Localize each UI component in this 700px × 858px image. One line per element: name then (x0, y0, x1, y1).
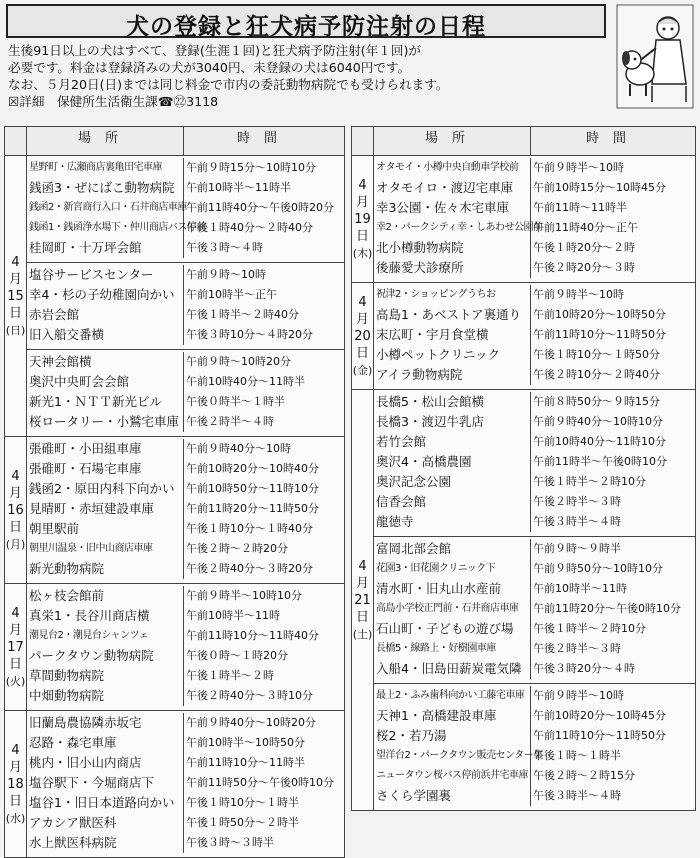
time-range: 午前９時40分～10時10分 (533, 415, 663, 428)
time-range: 午後２時半～３時 (533, 642, 621, 655)
place-name: 銭函2・原田内科下向かい (27, 479, 184, 499)
date-unit: 月 (355, 311, 369, 327)
date-dow: (日) (5, 323, 26, 337)
header-place: 場所 (27, 127, 184, 156)
schedule-row (374, 392, 695, 412)
place-name: 張碓町・石場宅車庫 (27, 459, 184, 479)
time-range: 午後１時半～２時 (186, 669, 274, 682)
time-range: 午後３時半～４時 (533, 515, 621, 528)
date-unit: 月 (8, 271, 22, 287)
schedule-row (374, 365, 695, 385)
schedule-row (27, 833, 344, 853)
place-name: 塩谷駅下・今堀商店下 (27, 773, 184, 793)
time-range: 午前10時40分～11時10分 (533, 435, 666, 448)
location-block (374, 283, 696, 390)
location-block (27, 156, 345, 263)
schedule-row (374, 746, 695, 766)
schedule-row (27, 352, 344, 372)
schedule-row (374, 412, 695, 432)
time-range: 午前９時40分～10時20分 (186, 716, 316, 729)
schedule-row (374, 198, 695, 218)
schedule-row (374, 726, 695, 746)
place-name: 水上獣医科病院 (27, 833, 184, 853)
time-range: 午後２時10分～２時40分 (533, 368, 660, 381)
time-range: 午前10時半～正午 (186, 288, 277, 301)
location-list (374, 156, 695, 282)
place-name: 桂岡町・十万坪会館 (27, 238, 184, 258)
time-range: 午前11時半～午後0時10分 (533, 455, 667, 468)
time-range: 午後１時40分～２時40分 (186, 221, 313, 234)
place-name: 石山町・子どもの遊び場 (374, 619, 531, 639)
place-name: 銭函1・銭函浄水場下・仲川商店バス停前 (27, 218, 184, 238)
place-name: 桜2・若乃湯 (374, 726, 531, 746)
time-range: 午後３時～３時半 (186, 836, 274, 849)
time-range: 午後２時40分～３時20分 (186, 562, 313, 575)
time-range: 午後１時10分～１時50分 (533, 348, 660, 361)
header-time: 時間 (184, 127, 345, 156)
schedule-row (27, 285, 344, 305)
place-name: 旧蘭島農協隣赤坂宅 (27, 713, 184, 733)
schedule-body-left (5, 156, 345, 858)
time-range: 午前11時10分～11時半 (186, 756, 305, 769)
place-name: 松ヶ枝会館前 (27, 586, 184, 606)
schedule-row (27, 325, 344, 345)
date-dow: (金) (352, 363, 373, 377)
date-unit: 月 (355, 575, 369, 591)
date-dow: (木) (352, 246, 373, 260)
schedule-row (374, 305, 695, 325)
time-range: 午後２時半～４時 (186, 415, 274, 428)
place-name: 長橋5・松山会館横 (374, 392, 531, 412)
place-name: 真栄1・長谷川商店横 (27, 606, 184, 626)
schedule-row (27, 178, 344, 198)
schedule-table-right (351, 126, 696, 811)
schedule-row (374, 619, 695, 639)
schedule-row (27, 646, 344, 666)
location-list (27, 584, 344, 710)
location-list (374, 684, 695, 810)
time-range: 午後２時～２時20分 (186, 542, 288, 555)
date-month: 4 (11, 254, 20, 270)
schedule-row (27, 686, 344, 706)
header-time: 時間 (531, 127, 696, 156)
time-range: 午後２時～２時15分 (533, 769, 635, 782)
header-blank (5, 127, 27, 156)
time-range: 午前９時15分～10時10分 (186, 161, 316, 174)
time-range: 午前11時～11時半 (533, 201, 627, 214)
date-unit: 日 (8, 305, 22, 321)
place-name: 後藤愛犬診療所 (374, 258, 531, 278)
time-range: 午前９時半～10時 (533, 161, 624, 174)
location-block (27, 584, 345, 711)
schedule-row (27, 773, 344, 793)
location-block (374, 390, 696, 537)
schedule-row (374, 218, 695, 238)
place-name: 清水町・旧丸山水産前 (374, 579, 531, 599)
time-range: 午前10時半～11時 (533, 582, 627, 595)
date-day: 20 (354, 328, 371, 344)
time-range: 午前11時10分～11時50分 (533, 328, 666, 341)
date-dow: (土) (352, 627, 373, 641)
time-range: 午前10時50分～11時10分 (186, 482, 319, 495)
time-range: 午前９時半～10時 (533, 288, 624, 301)
place-name: 奥沢記念公園 (374, 472, 531, 492)
place-name: 桜ロータリー・小鷲宅車庫 (27, 412, 184, 432)
place-name: 奥沢4・高橋農園 (374, 452, 531, 472)
time-range: 午後１時20分～２時 (533, 241, 635, 254)
date-dow: (月) (5, 537, 26, 551)
place-name: 塩谷1・旧日本道路向かい (27, 793, 184, 813)
place-name: 高島1・あベストア裏通り (374, 305, 531, 325)
location-list (374, 283, 695, 389)
date-block-row (352, 537, 696, 684)
schedule-row (27, 305, 344, 325)
place-name: 中畑動物病院 (27, 686, 184, 706)
schedule-row (374, 539, 695, 559)
place-name: 最上2・ふみ歯科向かい工藤宅車庫 (374, 686, 531, 706)
date-unit: 日 (8, 656, 22, 672)
time-range: 午前８時50分～９時15分 (533, 395, 660, 408)
location-list (27, 437, 344, 583)
time-range: 午後０時～１時20分 (186, 649, 288, 662)
header (6, 4, 696, 116)
place-name: 幸2・パークシティ幸・しあわせ公園前 (374, 218, 531, 238)
place-name: さくら学園裏 (374, 786, 531, 806)
date-block-row (5, 263, 345, 350)
date-cell (352, 390, 374, 811)
place-name: ニュータウン桜バス停前浜井宅車庫 (374, 766, 531, 786)
location-list (374, 537, 695, 683)
place-name: オタモイロ・渡辺宅車庫 (374, 178, 531, 198)
place-name: 龍徳寺 (374, 512, 531, 532)
place-name: 長橋5・線路上・好樹園車庫 (374, 639, 531, 659)
date-day: 16 (7, 502, 24, 518)
time-range: 午前９時～９時半 (533, 542, 621, 555)
schedule-row (27, 733, 344, 753)
time-range: 午後２時20分～３時 (533, 261, 635, 274)
schedule-row (27, 459, 344, 479)
time-range: 午前11時40分～午後0時20分 (186, 201, 334, 214)
schedule-row (27, 238, 344, 258)
time-range: 午後２時半～３時 (533, 495, 621, 508)
place-name: 天神1・高橋建設車庫 (374, 706, 531, 726)
location-list (27, 711, 344, 857)
header-blank (352, 127, 374, 156)
place-name: 赤岩会館 (27, 305, 184, 325)
schedule-row (374, 238, 695, 258)
location-block (27, 350, 345, 437)
schedule-row (374, 452, 695, 472)
intro-text (8, 42, 608, 110)
schedule-row (374, 492, 695, 512)
location-list (27, 263, 344, 349)
location-block (27, 263, 345, 350)
time-range: 午後２時40分～３時10分 (186, 689, 313, 702)
time-range: 午前10時20分～10時45分 (533, 709, 666, 722)
location-block (374, 684, 696, 811)
schedule-row (374, 472, 695, 492)
location-list (374, 390, 695, 536)
date-month: 4 (11, 742, 20, 758)
time-range: 午前９時半～10時10分 (186, 589, 302, 602)
time-range: 午後１時～１時半 (533, 749, 621, 762)
date-day: 18 (7, 776, 24, 792)
date-unit: 月 (8, 485, 22, 501)
schedule-row (27, 218, 344, 238)
time-range: 午前11時10分～11時50分 (533, 729, 666, 742)
place-name: パークタウン動物病院 (27, 646, 184, 666)
location-block (374, 156, 696, 283)
time-range: 午前９時～10時20分 (186, 355, 291, 368)
time-range: 午前９時半～10時 (533, 689, 624, 702)
place-name: 信香会館 (374, 492, 531, 512)
date-cell (5, 584, 27, 711)
time-range: 午後１時50分～２時半 (186, 816, 299, 829)
schedule-row (374, 285, 695, 305)
schedule-row (27, 499, 344, 519)
place-name: 銭函2・新宮商行入口・石井商店車庫 (27, 198, 184, 218)
date-dow: (火) (5, 674, 26, 688)
date-unit: 月 (8, 622, 22, 638)
place-name: 北小樽動物病院 (374, 238, 531, 258)
header-place: 場所 (374, 127, 531, 156)
location-list (27, 156, 344, 262)
date-block-row (5, 584, 345, 711)
place-name: 長橋3・渡辺牛乳店 (374, 412, 531, 432)
time-range: 午後３時20分～４時 (533, 662, 635, 675)
intro-line: 生後91日以上の犬はすべて、登録(生涯１回)と狂犬病予防注射(年１回)が (8, 43, 421, 58)
date-block-row (352, 156, 696, 283)
time-range: 午前10時40分～11時半 (186, 375, 305, 388)
date-unit: 月 (355, 194, 369, 210)
place-name: 朝里川温泉・旧中山商店車庫 (27, 539, 184, 559)
table-header (352, 127, 696, 156)
place-name: 高島小学校正門前・石井商店車庫 (374, 599, 531, 619)
time-range: 午後０時半～１時半 (186, 395, 285, 408)
time-range: 午後１時10分～１時半 (186, 796, 299, 809)
place-name: 末広町・宇月食堂横 (374, 325, 531, 345)
place-name: 望洋台2・パークタウン販売センター裏 (374, 746, 531, 766)
date-block-row (352, 684, 696, 811)
place-name: アカシア獣医科 (27, 813, 184, 833)
schedule-row (374, 639, 695, 659)
location-list (27, 350, 344, 436)
date-unit: 日 (8, 519, 22, 535)
place-name: 花園3・旧花園クリニック下 (374, 559, 531, 579)
time-range: 午後１時10分～１時40分 (186, 522, 313, 535)
date-cell (352, 283, 374, 390)
date-day: 21 (354, 592, 371, 608)
schedule-row (27, 539, 344, 559)
time-range: 午前９時50分～10時10分 (533, 562, 663, 575)
date-month: 4 (358, 294, 367, 310)
place-name: 銭函3・ぜにばこ動物病院 (27, 178, 184, 198)
time-range: 午前11時20分～11時50分 (186, 502, 319, 515)
date-cell (5, 156, 27, 437)
schedule-row (27, 392, 344, 412)
schedule-row (27, 586, 344, 606)
date-block-row (5, 350, 345, 437)
time-range: 午後１時半～２時40分 (186, 308, 299, 321)
time-range: 午後３時10分～４時20分 (186, 328, 313, 341)
time-range: 午前10時半～11時半 (186, 181, 291, 194)
schedule-row (27, 519, 344, 539)
schedule-row (27, 753, 344, 773)
schedule-row (374, 258, 695, 278)
schedule-row (374, 559, 695, 579)
schedule-row (27, 626, 344, 646)
place-name: 忍路・森宅車庫 (27, 733, 184, 753)
place-name: 新光動物病院 (27, 559, 184, 579)
schedule-row (27, 559, 344, 579)
schedule-row (374, 158, 695, 178)
time-range: 午後１時半～２時10分 (533, 622, 646, 635)
schedule-row (27, 439, 344, 459)
date-day: 17 (7, 639, 24, 655)
place-name: 草間動物病院 (27, 666, 184, 686)
place-name: 旧入船交番横 (27, 325, 184, 345)
schedule-row (27, 666, 344, 686)
schedule-row (374, 345, 695, 365)
date-day: 19 (354, 211, 371, 227)
schedule-row (27, 793, 344, 813)
schedule-row (374, 178, 695, 198)
date-block-row (5, 711, 345, 858)
time-range: 午前11時20分～午後0時10分 (533, 602, 681, 615)
place-name: 幸4・杉の子幼稚園向かい (27, 285, 184, 305)
schedule-row (27, 713, 344, 733)
schedule-row (374, 599, 695, 619)
location-block (374, 537, 696, 684)
time-range: 午前10時15分～10時45分 (533, 181, 666, 194)
time-range: 午前11時10分～11時40分 (186, 629, 319, 642)
date-block-row (352, 390, 696, 537)
intro-line: 必要です。料金は登録済みの犬が3040円、未登録の犬は6040円です。 (8, 60, 411, 75)
place-name: 祝津2・ショッピングうちお (374, 285, 531, 305)
intro-contact: ☒詳細 保健所生活衛生課☎㉒3118 (8, 94, 219, 109)
schedule-row (374, 786, 695, 806)
schedule-row (27, 158, 344, 178)
place-name: 入船4・旧島田薪炭電気隣 (374, 659, 531, 679)
place-name: 新光1・ＮＴＴ新光ビル (27, 392, 184, 412)
time-range: 午前９時～10時 (186, 268, 266, 281)
place-name: オタモイ・小樽中央自動車学校前 (374, 158, 531, 178)
date-month: 4 (358, 177, 367, 193)
time-range: 午前11時40分～正午 (533, 221, 638, 234)
date-unit: 日 (355, 228, 369, 244)
intro-line: なお、５月20日(日)までは同じ料金で市内の委託動物病院でも受けられます。 (8, 77, 449, 92)
place-name: 桃内・旧小山内商店 (27, 753, 184, 773)
date-dow: (水) (5, 811, 26, 825)
date-unit: 日 (355, 345, 369, 361)
schedule-row (374, 579, 695, 599)
date-day: 15 (7, 288, 24, 304)
schedule-body-right (352, 156, 696, 811)
place-name: アイラ動物病院 (374, 365, 531, 385)
schedule-row (374, 659, 695, 679)
vet-and-dog-illustration (616, 4, 694, 109)
place-name: 張碓町・小田組車庫 (27, 439, 184, 459)
place-name: 奥沢中央町会会館 (27, 372, 184, 392)
place-name: 小樽ペットクリニック (374, 345, 531, 365)
time-range: 午前10時20分～10時40分 (186, 462, 319, 475)
schedule-row (27, 479, 344, 499)
time-range: 午前11時50分～午後0時10分 (186, 776, 334, 789)
place-name: 潮見台2・潮見台シャンツェ (27, 626, 184, 646)
date-block-row (352, 283, 696, 390)
schedule-row (27, 372, 344, 392)
date-month: 4 (11, 605, 20, 621)
location-block (27, 711, 345, 858)
place-name: 見晴町・赤垣建設車庫 (27, 499, 184, 519)
time-range: 午前10時半～11時 (186, 609, 280, 622)
date-month: 4 (358, 558, 367, 574)
schedule-row (374, 512, 695, 532)
schedule-row (27, 813, 344, 833)
schedule-row (374, 766, 695, 786)
time-range: 午後１時半～２時10分 (533, 475, 646, 488)
schedule-row (27, 606, 344, 626)
place-name: 朝里駅前 (27, 519, 184, 539)
time-range: 午前10時半～10時50分 (186, 736, 305, 749)
schedule-row (374, 686, 695, 706)
date-unit: 月 (8, 759, 22, 775)
place-name: 天神会館横 (27, 352, 184, 372)
place-name: 星野町・広瀬商店裏亀田宅車庫 (27, 158, 184, 178)
place-name: 富岡北部会館 (374, 539, 531, 559)
schedule-row (27, 412, 344, 432)
place-name: 塩谷サービスセンター (27, 265, 184, 285)
time-range: 午前10時20分～10時50分 (533, 308, 666, 321)
time-range: 午後３時～４時 (186, 241, 263, 254)
place-name: 幸3公園・佐々木宅車庫 (374, 198, 531, 218)
time-range: 午前９時40分～10時 (186, 442, 291, 455)
place-name: 若竹会館 (374, 432, 531, 452)
title-box (6, 4, 606, 38)
date-cell (352, 156, 374, 283)
date-block-row (5, 156, 345, 263)
time-range: 午後３時半～４時 (533, 789, 621, 802)
date-block-row (5, 437, 345, 584)
schedule-row (27, 198, 344, 218)
date-unit: 日 (8, 793, 22, 809)
page-title: 犬の登録と狂犬病予防注射の日程 (126, 14, 486, 40)
date-month: 4 (11, 468, 20, 484)
schedule-row (374, 432, 695, 452)
date-cell (5, 437, 27, 584)
table-header (5, 127, 345, 156)
date-cell (5, 711, 27, 858)
schedule-row (374, 325, 695, 345)
schedule-row (27, 265, 344, 285)
schedule-row (374, 706, 695, 726)
schedule-table-left (4, 126, 345, 858)
location-block (27, 437, 345, 584)
date-unit: 日 (355, 609, 369, 625)
